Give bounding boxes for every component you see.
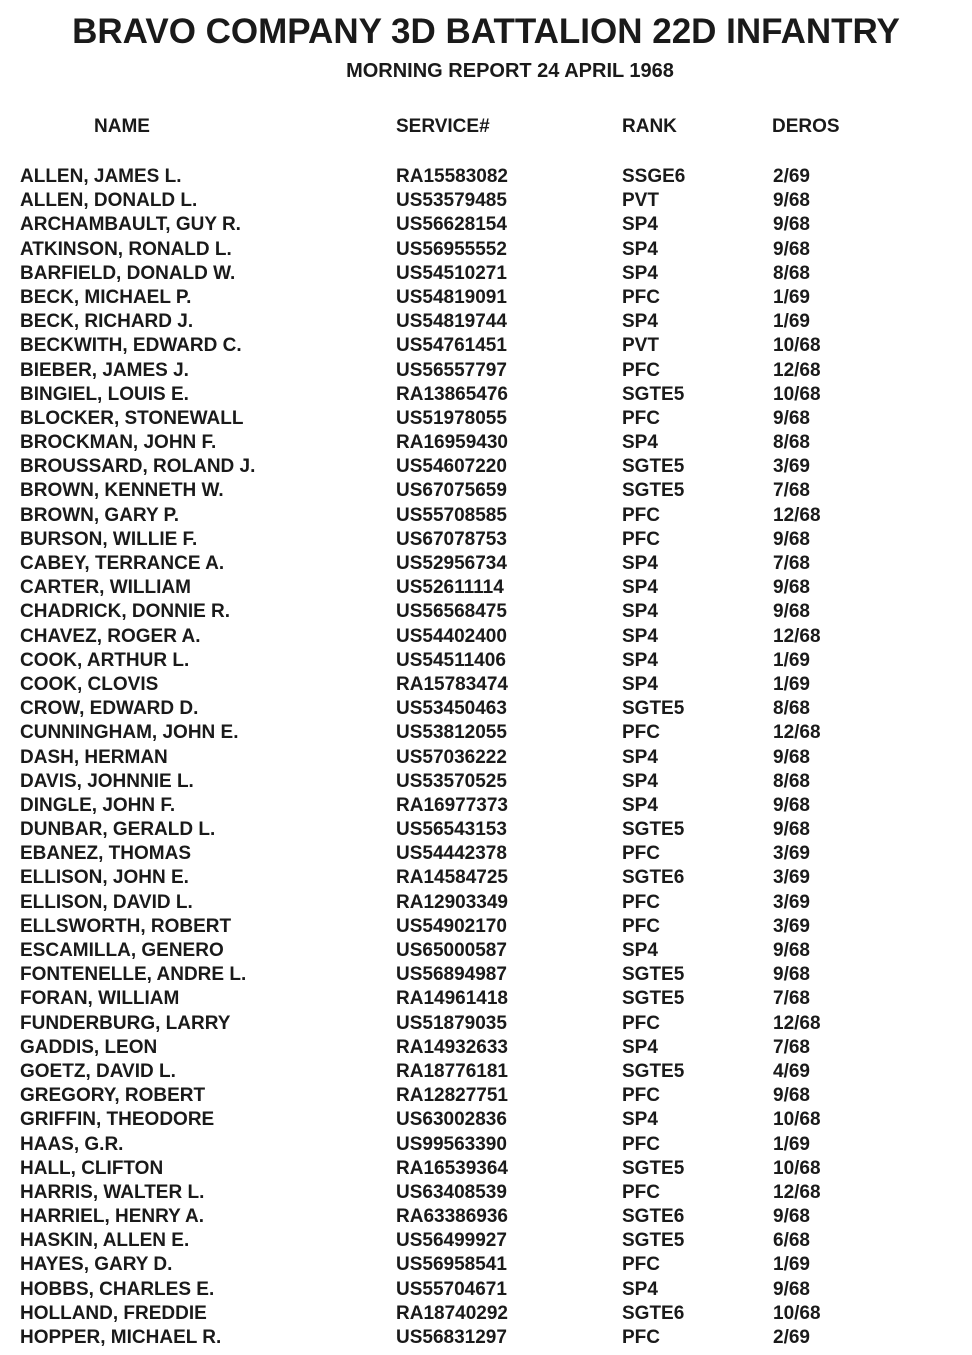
cell-deros: 1/69 <box>773 1254 810 1276</box>
cell-rank: SP4 <box>622 432 658 454</box>
cell-name: BLOCKER, STONEWALL <box>20 407 244 429</box>
table-row <box>0 1133 972 1157</box>
cell-deros: 1/69 <box>773 1133 810 1155</box>
table-row <box>0 963 972 987</box>
cell-name: ELLISON, JOHN E. <box>20 867 189 889</box>
cell-name: ALLEN, JAMES L. <box>20 166 182 187</box>
table-row <box>0 262 972 286</box>
cell-name: DASH, HERMAN <box>20 746 168 768</box>
column-header-deros: DEROS <box>772 116 840 137</box>
cell-service-number: RA16977373 <box>396 794 508 816</box>
cell-service-number: US51978055 <box>396 407 507 429</box>
cell-rank: PFC <box>622 407 660 429</box>
cell-service-number: US67078753 <box>396 528 507 550</box>
cell-deros: 8/68 <box>773 262 810 284</box>
cell-deros: 9/68 <box>773 1085 810 1107</box>
cell-name: BROUSSARD, ROLAND J. <box>20 456 256 478</box>
cell-deros: 12/68 <box>773 722 821 744</box>
cell-deros: 10/68 <box>773 1302 821 1324</box>
cell-name: ELLSWORTH, ROBERT <box>20 915 232 937</box>
cell-rank: SGTE5 <box>622 988 685 1010</box>
cell-service-number: RA15783474 <box>396 673 508 695</box>
cell-name: HASKIN, ALLEN E. <box>20 1230 190 1252</box>
cell-deros: 10/68 <box>773 335 821 357</box>
cell-name: HARRIS, WALTER L. <box>20 1181 205 1203</box>
cell-rank: SP4 <box>622 577 658 599</box>
cell-rank: PFC <box>622 1012 660 1034</box>
cell-name: ALLEN, DONALD L. <box>20 190 198 212</box>
cell-deros: 6/68 <box>773 1230 810 1252</box>
cell-name: GRIFFIN, THEODORE <box>20 1109 215 1131</box>
table-row <box>0 504 972 528</box>
cell-rank: SGTE5 <box>622 383 685 405</box>
cell-rank: PFC <box>622 891 660 913</box>
table-row <box>0 697 972 721</box>
cell-rank: SP4 <box>622 940 658 961</box>
cell-rank: SP4 <box>622 311 658 333</box>
cell-name: HOBBS, CHARLES E. <box>20 1278 215 1300</box>
cell-service-number: US55708585 <box>396 504 507 526</box>
cell-name: HOPPER, MICHAEL R. <box>20 1327 222 1348</box>
cell-rank: SGTE5 <box>622 964 685 986</box>
cell-service-number: US99563390 <box>396 1133 507 1155</box>
cell-rank: SGTE5 <box>622 819 685 841</box>
cell-service-number: US53450463 <box>396 698 507 720</box>
table-row <box>0 770 972 794</box>
cell-name: ATKINSON, RONALD L. <box>20 238 232 260</box>
table-row <box>0 576 972 600</box>
cell-deros: 9/68 <box>773 214 810 236</box>
cell-deros: 8/68 <box>773 698 810 720</box>
cell-name: FUNDERBURG, LARRY <box>20 1012 231 1034</box>
cell-service-number: US56568475 <box>396 601 507 623</box>
table-row <box>0 1036 972 1060</box>
cell-name: COOK, ARTHUR L. <box>20 649 190 671</box>
cell-service-number: US57036222 <box>396 746 507 768</box>
table-row <box>0 721 972 745</box>
cell-deros: 9/68 <box>773 528 810 550</box>
cell-deros: 10/68 <box>773 1109 821 1131</box>
cell-deros: 7/68 <box>773 480 810 502</box>
cell-name: DAVIS, JOHNNIE L. <box>20 770 194 792</box>
table-row <box>0 479 972 503</box>
cell-name: ESCAMILLA, GENERO <box>20 940 224 961</box>
cell-name: GADDIS, LEON <box>20 1036 158 1058</box>
cell-rank: PFC <box>622 1085 660 1107</box>
cell-service-number: US63408539 <box>396 1181 507 1203</box>
cell-deros: 9/68 <box>773 1206 810 1228</box>
cell-rank: PVT <box>622 190 659 212</box>
cell-service-number: US54442378 <box>396 843 507 865</box>
table-row <box>0 673 972 697</box>
cell-deros: 7/68 <box>773 1036 810 1058</box>
cell-rank: SP4 <box>622 794 658 816</box>
cell-deros: 10/68 <box>773 1157 821 1179</box>
cell-deros: 3/69 <box>773 915 810 937</box>
cell-service-number: US52956734 <box>396 553 507 574</box>
table-row <box>0 600 972 624</box>
cell-service-number: RA16539364 <box>396 1157 508 1179</box>
cell-rank: SP4 <box>622 601 658 623</box>
table-row <box>0 165 972 189</box>
cell-service-number: RA18776181 <box>396 1060 508 1082</box>
cell-deros: 1/69 <box>773 649 810 671</box>
cell-rank: SP4 <box>622 649 658 671</box>
cell-service-number: US56955552 <box>396 238 507 260</box>
cell-name: BROWN, KENNETH W. <box>20 480 224 502</box>
cell-rank: SGTE5 <box>622 456 685 478</box>
cell-rank: SP4 <box>622 673 658 695</box>
cell-service-number: RA12903349 <box>396 891 508 913</box>
cell-service-number: US56894987 <box>396 964 507 986</box>
cell-rank: SP4 <box>622 625 658 647</box>
cell-service-number: US53570525 <box>396 770 507 792</box>
cell-name: CROW, EDWARD D. <box>20 698 199 720</box>
cell-deros: 9/68 <box>773 577 810 599</box>
cell-service-number: US51879035 <box>396 1012 507 1034</box>
table-row <box>0 455 972 479</box>
cell-service-number: US54819091 <box>396 286 507 308</box>
cell-service-number: US54510271 <box>396 262 507 284</box>
cell-deros: 3/69 <box>773 867 810 889</box>
table-row <box>0 238 972 262</box>
cell-rank: SP4 <box>622 238 658 260</box>
column-header-rank: RANK <box>622 116 677 137</box>
cell-rank: SGTE6 <box>622 1206 685 1228</box>
cell-deros: 7/68 <box>773 988 810 1010</box>
cell-name: HOLLAND, FREDDIE <box>20 1302 207 1324</box>
table-row <box>0 286 972 310</box>
cell-rank: PFC <box>622 286 660 308</box>
cell-deros: 12/68 <box>773 625 821 647</box>
cell-rank: PFC <box>622 1133 660 1155</box>
cell-name: CUNNINGHAM, JOHN E. <box>20 722 239 744</box>
cell-name: BECK, RICHARD J. <box>20 311 194 333</box>
cell-deros: 12/68 <box>773 359 821 381</box>
cell-service-number: RA14961418 <box>396 988 508 1010</box>
cell-rank: SGTE5 <box>622 1157 685 1179</box>
cell-service-number: US63002836 <box>396 1109 507 1131</box>
cell-rank: SGTE5 <box>622 480 685 502</box>
cell-service-number: US56628154 <box>396 214 507 236</box>
cell-service-number: US53579485 <box>396 190 507 212</box>
table-row <box>0 359 972 383</box>
cell-deros: 3/69 <box>773 843 810 865</box>
table-row <box>0 1012 972 1036</box>
cell-rank: SP4 <box>622 1109 658 1131</box>
table-row <box>0 1326 972 1350</box>
cell-name: BARFIELD, DONALD W. <box>20 262 236 284</box>
cell-rank: SGTE6 <box>622 867 685 889</box>
cell-rank: PFC <box>622 915 660 937</box>
cell-name: BROWN, GARY P. <box>20 504 180 526</box>
cell-deros: 8/68 <box>773 432 810 454</box>
cell-service-number: US54902170 <box>396 915 507 937</box>
table-row <box>0 383 972 407</box>
report-title: BRAVO COMPANY 3D BATTALION 22D INFANTRY <box>72 12 900 51</box>
cell-service-number: RA16959430 <box>396 432 508 454</box>
cell-service-number: US56958541 <box>396 1254 507 1276</box>
cell-name: FONTENELLE, ANDRE L. <box>20 964 247 986</box>
cell-deros: 1/69 <box>773 311 810 333</box>
cell-name: BECK, MICHAEL P. <box>20 286 192 308</box>
cell-service-number: RA15583082 <box>396 166 508 187</box>
cell-rank: PFC <box>622 1254 660 1276</box>
cell-service-number: US56499927 <box>396 1230 507 1252</box>
cell-name: BURSON, WILLIE F. <box>20 528 198 550</box>
cell-service-number: RA14584725 <box>396 867 508 889</box>
cell-rank: SP4 <box>622 214 658 236</box>
table-row <box>0 842 972 866</box>
table-row <box>0 649 972 673</box>
cell-name: CABEY, TERRANCE A. <box>20 553 225 574</box>
cell-deros: 9/68 <box>773 819 810 841</box>
cell-name: GREGORY, ROBERT <box>20 1085 206 1107</box>
table-row <box>0 407 972 431</box>
cell-deros: 1/69 <box>773 286 810 308</box>
cell-rank: PFC <box>622 722 660 744</box>
table-row <box>0 528 972 552</box>
table-row <box>0 1157 972 1181</box>
cell-service-number: US54819744 <box>396 311 507 333</box>
report-subtitle: MORNING REPORT 24 APRIL 1968 <box>346 60 674 82</box>
cell-name: FORAN, WILLIAM <box>20 988 180 1010</box>
table-row <box>0 1108 972 1132</box>
table-row <box>0 1302 972 1326</box>
cell-name: HAAS, G.R. <box>20 1133 124 1155</box>
cell-rank: PVT <box>622 335 659 357</box>
cell-service-number: RA63386936 <box>396 1206 508 1228</box>
cell-deros: 12/68 <box>773 1181 821 1203</box>
cell-deros: 9/68 <box>773 238 810 260</box>
cell-rank: SP4 <box>622 746 658 768</box>
cell-deros: 3/69 <box>773 456 810 478</box>
cell-rank: PFC <box>622 528 660 550</box>
cell-deros: 9/68 <box>773 1278 810 1300</box>
cell-deros: 1/69 <box>773 673 810 695</box>
cell-service-number: US65000587 <box>396 940 507 961</box>
cell-deros: 9/68 <box>773 964 810 986</box>
cell-deros: 9/68 <box>773 940 810 961</box>
cell-rank: PFC <box>622 504 660 526</box>
cell-name: EBANEZ, THOMAS <box>20 843 191 865</box>
cell-deros: 9/68 <box>773 746 810 768</box>
cell-rank: SP4 <box>622 262 658 284</box>
cell-deros: 12/68 <box>773 1012 821 1034</box>
cell-service-number: US67075659 <box>396 480 507 502</box>
cell-service-number: US56557797 <box>396 359 507 381</box>
table-row <box>0 818 972 842</box>
cell-name: CHADRICK, DONNIE R. <box>20 601 231 623</box>
table-row <box>0 1278 972 1302</box>
table-row <box>0 625 972 649</box>
cell-service-number: US54761451 <box>396 335 507 357</box>
column-header-name: NAME <box>94 116 150 137</box>
table-row <box>0 334 972 358</box>
cell-deros: 8/68 <box>773 770 810 792</box>
cell-service-number: US54402400 <box>396 625 507 647</box>
cell-rank: PFC <box>622 843 660 865</box>
cell-service-number: US54607220 <box>396 456 507 478</box>
cell-deros: 9/68 <box>773 601 810 623</box>
cell-rank: SP4 <box>622 553 658 574</box>
cell-name: DUNBAR, GERALD L. <box>20 819 216 841</box>
cell-service-number: US56831297 <box>396 1327 507 1348</box>
column-header-service: SERVICE# <box>396 116 490 137</box>
cell-name: HALL, CLIFTON <box>20 1157 164 1179</box>
table-row <box>0 746 972 770</box>
cell-deros: 2/69 <box>773 1327 810 1348</box>
cell-rank: SGTE5 <box>622 1230 685 1252</box>
cell-rank: SGTE6 <box>622 1302 685 1324</box>
cell-rank: SGTE5 <box>622 698 685 720</box>
cell-name: CHAVEZ, ROGER A. <box>20 625 201 647</box>
cell-service-number: US53812055 <box>396 722 507 744</box>
cell-service-number: US52611114 <box>396 577 504 599</box>
table-row <box>0 1253 972 1277</box>
cell-name: COOK, CLOVIS <box>20 673 159 695</box>
cell-deros: 10/68 <box>773 383 821 405</box>
table-row <box>0 866 972 890</box>
table-row <box>0 1229 972 1253</box>
table-row <box>0 431 972 455</box>
cell-service-number: US54511406 <box>396 649 506 671</box>
cell-service-number: US56543153 <box>396 819 507 841</box>
table-row <box>0 939 972 963</box>
cell-service-number: US55704671 <box>396 1278 507 1300</box>
cell-name: DINGLE, JOHN F. <box>20 794 176 816</box>
cell-service-number: RA18740292 <box>396 1302 508 1324</box>
cell-rank: PFC <box>622 1181 660 1203</box>
cell-deros: 9/68 <box>773 190 810 212</box>
table-row <box>0 1205 972 1229</box>
table-row <box>0 987 972 1011</box>
cell-deros: 3/69 <box>773 891 810 913</box>
cell-name: BECKWITH, EDWARD C. <box>20 335 242 357</box>
table-row <box>0 1060 972 1084</box>
cell-service-number: RA13865476 <box>396 383 508 405</box>
table-row <box>0 1084 972 1108</box>
cell-rank: PFC <box>622 1327 660 1348</box>
table-row <box>0 189 972 213</box>
roster-table <box>0 165 972 1350</box>
cell-name: BIEBER, JAMES J. <box>20 359 189 381</box>
table-row <box>0 915 972 939</box>
table-row <box>0 310 972 334</box>
cell-name: ELLISON, DAVID L. <box>20 891 193 913</box>
cell-name: CARTER, WILLIAM <box>20 577 191 599</box>
cell-deros: 4/69 <box>773 1060 810 1082</box>
cell-deros: 7/68 <box>773 553 810 574</box>
cell-rank: SP4 <box>622 770 658 792</box>
cell-service-number: RA14932633 <box>396 1036 508 1058</box>
table-row <box>0 213 972 237</box>
cell-name: BROCKMAN, JOHN F. <box>20 432 217 454</box>
cell-rank: SP4 <box>622 1036 658 1058</box>
table-row <box>0 552 972 576</box>
cell-name: BINGIEL, LOUIS E. <box>20 383 189 405</box>
cell-rank: PFC <box>622 359 660 381</box>
cell-deros: 9/68 <box>773 407 810 429</box>
cell-name: ARCHAMBAULT, GUY R. <box>20 214 241 236</box>
cell-name: HAYES, GARY D. <box>20 1254 173 1276</box>
cell-rank: SP4 <box>622 1278 658 1300</box>
cell-name: GOETZ, DAVID L. <box>20 1060 176 1082</box>
table-row <box>0 1181 972 1205</box>
cell-name: HARRIEL, HENRY A. <box>20 1206 205 1228</box>
cell-deros: 12/68 <box>773 504 821 526</box>
table-row <box>0 891 972 915</box>
cell-service-number: RA12827751 <box>396 1085 508 1107</box>
table-row <box>0 794 972 818</box>
cell-deros: 9/68 <box>773 794 810 816</box>
cell-rank: SSGE6 <box>622 166 686 187</box>
cell-deros: 2/69 <box>773 166 810 187</box>
cell-rank: SGTE5 <box>622 1060 685 1082</box>
